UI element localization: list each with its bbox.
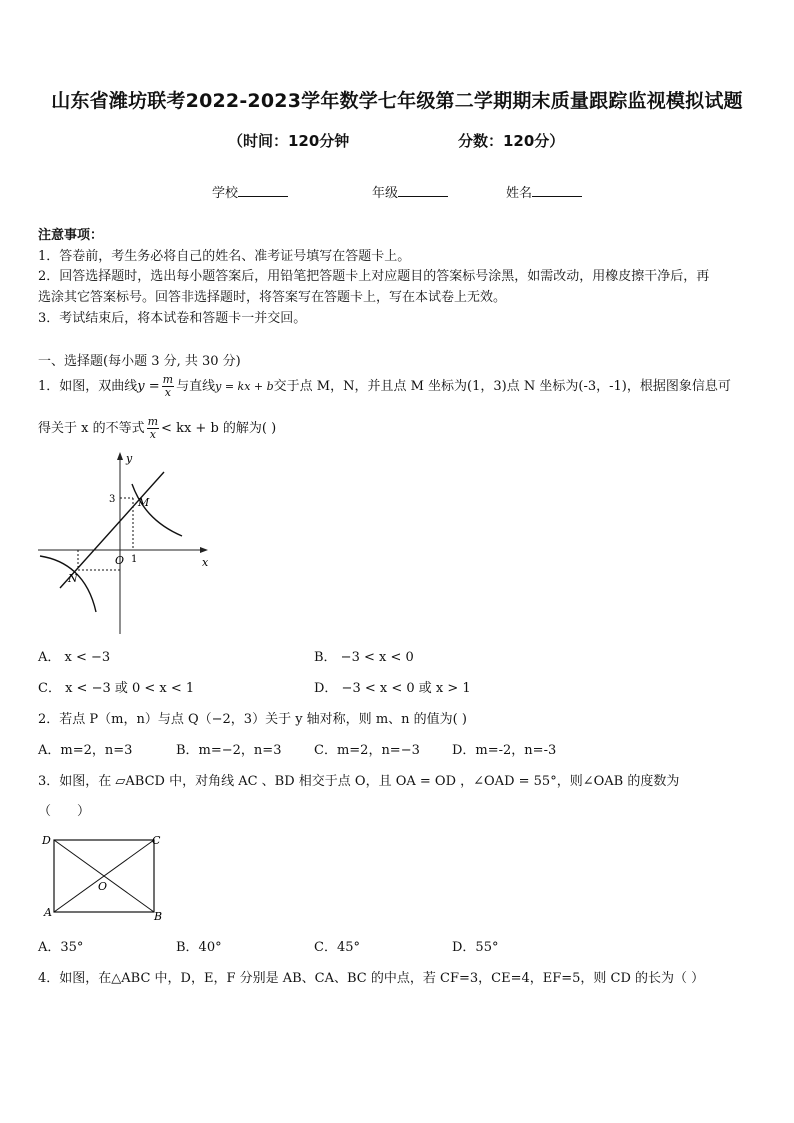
exam-title: 山东省潍坊联考2022-2023学年数学七年级第二学期期末质量跟踪监视模拟试题 [51,90,743,112]
q3-option-b[interactable]: B．40° [176,940,222,955]
exam-score: 分数：120分） [458,132,565,150]
vertex-d-label: D [42,834,51,847]
origin-label: O [115,554,125,567]
notice-item-2-cont: 选涂其它答案标号。回答非选择题时，将答案写在答题卡上，写在本试卷上无效。 [38,290,507,305]
q1-fraction: $\frac{m}{x}$ [162,373,174,399]
q1-fraction-2: $\frac{m}{x}$ [147,415,159,441]
y-axis-label: y [126,452,133,465]
exam-time: （时间：120分钟 [228,132,350,150]
section-heading: 一、选择题(每小题 3 分, 共 30 分) [38,354,241,369]
tick-one: 1 [131,554,138,565]
q3-option-a[interactable]: A．35° [38,940,84,955]
point-m-label: M [138,496,150,509]
q2-option-a[interactable]: A．m=2，n=3 [38,743,133,758]
notice-item-3: 3．考试结束后，将本试卷和答题卡一并交回。 [38,311,307,326]
q4-text: 4．如图，在△ABC 中，D，E，F 分别是 AB、CA、BC 的中点，若 CF=3，CE=4，EF=5，则 CD 的长为（ ） [38,971,705,986]
q1-text-b: 与直线 [176,379,216,394]
q2-option-c[interactable]: C．m=2，n=−3 [314,743,420,758]
q1-y-eq: y = [137,379,160,394]
vertex-a-label: A [44,906,52,919]
q3-text: 3．如图，在 ▱ABCD 中，对角线 AC 、BD 相交于点 O，且 OA = OD ，∠OAD = 55°，则∠OAB 的度数为 [38,774,680,789]
vertex-c-label: C [152,834,161,847]
school-field[interactable] [212,182,288,201]
q1-graph [36,448,216,640]
q3-option-d[interactable]: D．55° [452,940,499,955]
q1-text-a: 1．如图，双曲线 [38,379,138,394]
line-kx-b [60,472,164,588]
hyperbola-branch-right [132,484,182,536]
vertex-b-label: B [154,910,163,923]
y-axis-arrow [117,452,123,460]
tick-three: 3 [109,494,116,505]
q1-option-b[interactable]: B． −3 < x < 0 [314,650,414,665]
q1-option-c[interactable]: C． x < −3 或 0 < x < 1 [38,681,195,696]
center-o-label: O [98,880,108,893]
q1-line1 [38,374,731,399]
q1-option-d[interactable]: D． −3 < x < 0 或 x > 1 [314,681,471,696]
notice-item-1: 1．答卷前，考生务必将自己的姓名、准考证号填写在答题卡上。 [38,249,411,264]
q1-text-d: 得关于 x 的不等式 [38,421,145,436]
x-axis-label: x [202,556,209,569]
q2-option-b[interactable]: B．m=−2，n=3 [176,743,282,758]
q3-option-c[interactable]: C．45° [314,940,360,955]
q1-text-e: < kx + b 的解为( ) [161,421,277,436]
x-axis-arrow [200,547,208,553]
notice-heading: 注意事项： [38,228,104,243]
q3-paren: （ ） [38,804,91,819]
name-blank[interactable] [532,183,582,197]
name-label: 姓名 [506,186,533,201]
q2-text: 2．若点 P（m，n）与点 Q（−2，3）关于 y 轴对称，则 m、n 的值为( ) [38,712,467,727]
q1-line2 [38,416,276,441]
name-field[interactable] [506,182,582,201]
q1-option-a[interactable]: A． x < −3 [38,650,111,665]
q1-text-c: 交于点 M，N，并且点 M 坐标为(1，3)点 N 坐标为(-3，-1)，根据图象信息可 [273,379,731,394]
point-n-label: N [68,572,78,585]
grade-blank[interactable] [398,183,448,197]
q3-figure [38,830,170,926]
q2-option-d[interactable]: D．m=-2，n=-3 [452,743,557,758]
school-blank[interactable] [238,183,288,197]
grade-label: 年级 [372,186,399,201]
q1-line-eq: y = kx + b [215,380,274,393]
school-label: 学校 [212,186,239,201]
grade-field[interactable] [372,182,448,201]
notice-item-2: 2．回答选择题时，选出每小题答案后，用铅笔把答题卡上对应题目的答案标号涂黑，如需改动，用橡皮擦干净后，再 [38,269,710,284]
